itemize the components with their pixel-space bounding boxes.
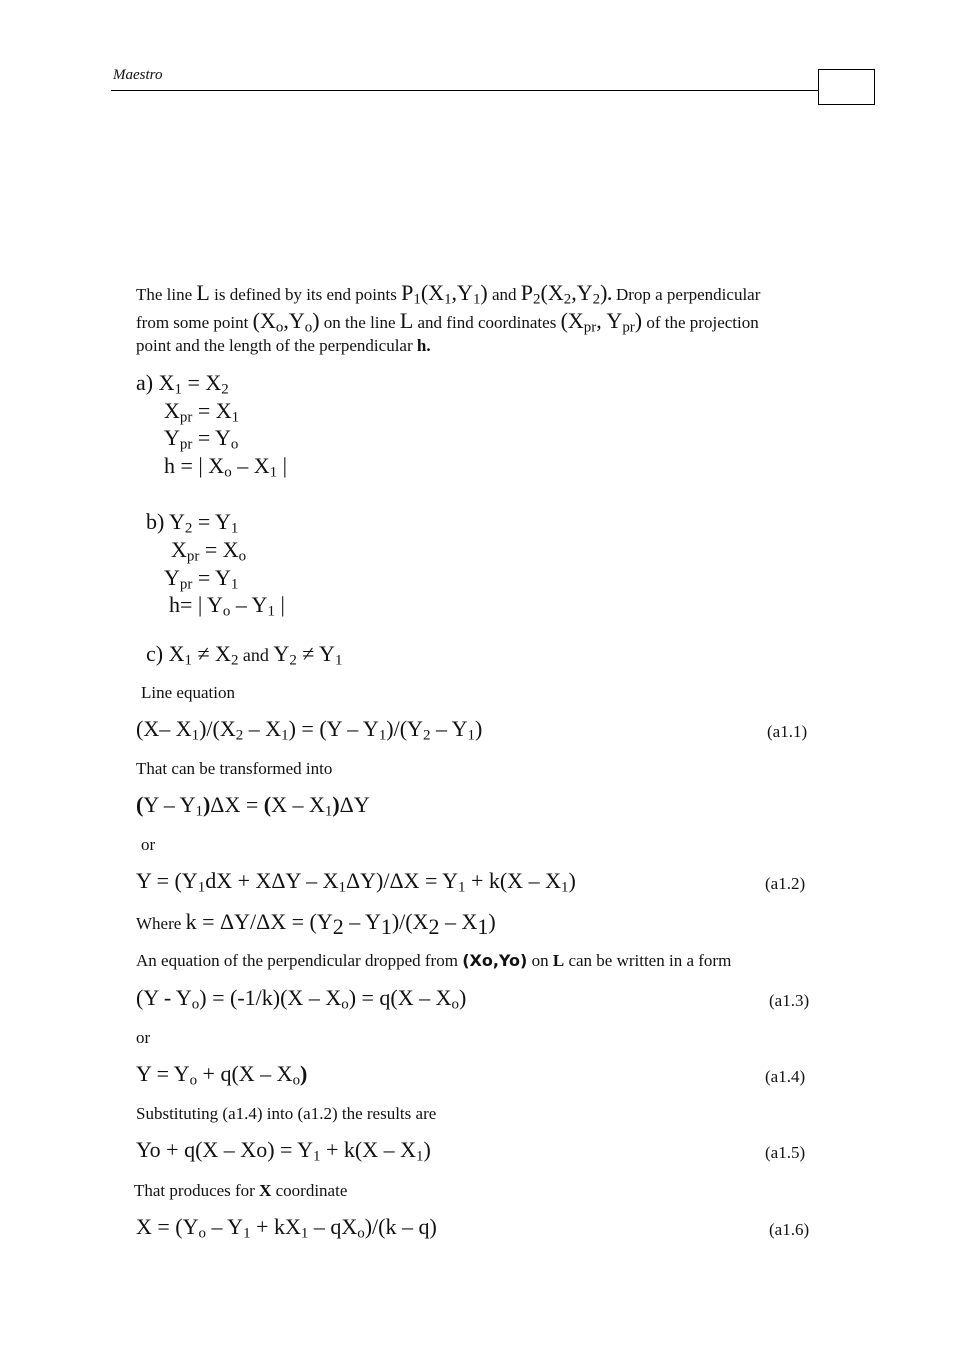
text: on the line [319,313,400,332]
equation-fragment: Y [273,641,290,666]
equation-fragment: = X [192,398,232,423]
equation-fragment: a) X [136,370,175,395]
or-text-2: or [136,1028,151,1047]
equation-fragment: + q(X – X [197,1061,293,1086]
equation-fragment: ) [475,716,483,741]
equation-fragment: o [198,1225,206,1242]
equation-fragment: b) Y [146,509,185,534]
equation-fragment: 2 [184,520,193,537]
equation-fragment: Y [164,425,180,450]
case-b-ypr [164,565,238,591]
equation-fragment: )/(k – q) [364,1214,437,1239]
equation-fragment: o [222,603,231,620]
equation-fragment: = X [199,537,239,562]
equation-fragment: (X [420,280,445,305]
equation-fragment: 1 [191,727,200,744]
equation-fragment: = Y [192,425,231,450]
equation-fragment: ) [600,280,608,305]
equation-fragment: (Xo,Yo) [462,951,528,970]
perpendicular-text [136,947,731,975]
equation-fragment: and [238,645,274,665]
case-a-condition [136,370,229,396]
equation-fragment: 1 [267,603,275,620]
equation-label-a1-1: (a1.1) [767,722,808,741]
where-definition [136,909,496,938]
equation-fragment: Y – Y [143,792,196,817]
equation-fragment: ΔX = [210,792,264,817]
equation-fragment: – Y [230,592,268,617]
equation-fragment: ) [332,792,340,817]
intro-line-3 [136,332,431,360]
equation-fragment: ) [488,909,496,934]
equation-fragment: 1 [269,464,278,481]
equation-fragment: pr [583,319,597,336]
equation-fragment: ( [136,792,144,817]
equation-fragment: 1 [197,879,206,896]
equation-fragment: on [527,951,553,970]
or-text-1: or [141,835,156,854]
equation-fragment: = Y [192,509,231,534]
case-b-condition [146,509,238,535]
equation-fragment: ,Y [283,308,305,333]
equation-fragment: 1 [467,727,475,744]
equation-fragment: )/(X [391,909,429,934]
equation-fragment: ) = q(X – X [348,985,452,1010]
equation-a1-4 [136,1061,307,1087]
equation-fragment: 1 [174,381,182,398]
equation-fragment: 2 [221,381,229,398]
equation-fragment: ≠ Y [296,641,335,666]
equation-fragment: 1 [195,803,203,820]
equation-fragment: 1 [230,520,239,537]
equation-fragment: 1 [444,291,452,308]
equation-fragment: 2 [230,652,239,669]
equation-fragment: + k(X – X [320,1137,416,1162]
equation-fragment: 1 [243,1225,251,1242]
case-a-h [164,453,287,479]
equation-fragment: 1 [184,652,192,669]
equation-label-a1-5: (a1.5) [765,1143,806,1162]
equation-fragment: coordinate [271,1181,348,1200]
point-origin [252,308,320,336]
equation-a1-1 [136,716,482,742]
page-number-box [818,69,875,105]
equation-fragment: 1 [477,913,489,939]
equation-fragment: pr [179,409,193,426]
equation-fragment: o [304,319,313,336]
equation-fragment: Y [164,565,180,590]
equation-fragment: – qX [308,1214,358,1239]
equation-a1-5 [136,1137,431,1163]
equation-fragment: – Y [430,716,468,741]
equation-fragment: 1 [313,1148,321,1165]
equation-fragment: (X [252,308,276,333]
equation-fragment: 2 [592,291,601,308]
equation-fragment: 1 [380,913,392,939]
equation-fragment: o [191,996,200,1013]
equation-fragment: X = (Y [136,1214,199,1239]
equation-fragment: X – X [271,792,325,817]
equation-fragment: – Y [206,1214,244,1239]
text: from some point [136,313,253,332]
case-a-ypr [164,425,238,451]
equation-fragment: o [230,436,239,453]
equation-fragment: ΔY)/ΔX = Y [345,868,458,893]
equation-fragment: Y = Y [136,1061,190,1086]
produces-text [134,1177,347,1205]
equation-fragment: – Y [343,909,381,934]
equation-fragment: 1 [378,727,387,744]
equation-fragment: 2 [289,652,297,669]
equation-fragment: + kX [250,1214,301,1239]
equation-fragment: ) [300,1061,308,1086]
equation-fragment: 1 [413,291,421,308]
symbol-L: L [196,280,210,305]
equation-fragment: ,Y [451,280,473,305]
equation-fragment: ) [312,308,320,333]
equation-fragment: 2 [332,913,344,939]
equation-fragment: o [224,464,232,481]
equation-fragment: (X [540,280,564,305]
equation-fragment: (X– X [136,716,192,741]
equation-a1-3 [136,985,466,1011]
equation-fragment: ) [634,308,643,333]
equation-fragment: X [164,398,180,423]
case-b-xpr [171,537,246,563]
equation-fragment: | [277,453,287,478]
equation-fragment: )/(Y [386,716,423,741]
case-b-h [169,592,285,618]
equation-fragment: P [401,280,414,305]
equation-fragment: 1 [560,879,569,896]
line-equation-label: Line equation [141,683,235,702]
equation-fragment: o [292,1072,301,1089]
equation-fragment: h= | Y [169,592,223,617]
equation-fragment: That produces for [134,1181,260,1200]
equation-a1-6 [136,1214,437,1240]
equation-fragment: P [520,280,534,305]
equation-fragment: ) [459,985,467,1010]
text: point and the length of the perpendicular [136,336,417,355]
equation-fragment: X [171,537,187,562]
equation-transform [136,792,370,818]
equation-fragment: pr [186,548,200,565]
equation-fragment: | [274,592,285,617]
equation-fragment: c) X [146,641,185,666]
equation-fragment: X [259,1181,272,1200]
equation-fragment: Y = (Y [136,868,198,893]
text: and [487,285,521,304]
equation-fragment: ( [263,792,272,817]
header-rule [111,90,818,91]
equation-fragment: 2 [563,291,572,308]
equation-fragment: can be written in a form [564,951,732,970]
equation-fragment: (Y - Y [136,985,192,1010]
equation-fragment: (X [560,308,584,333]
equation-fragment: ) [568,868,576,893]
equation-fragment: o [238,548,247,565]
point-p1 [401,280,488,308]
equation-fragment: An equation of the perpendicular dropped from [136,951,463,970]
equation-fragment: 1 [457,879,466,896]
equation-fragment: o [357,1225,365,1242]
text: Drop a perpendicular [611,285,761,304]
equation-fragment: o [451,996,460,1013]
equation-label-a1-6: (a1.6) [769,1220,810,1239]
equation-fragment: o [189,1072,198,1089]
symbol-h: h. [416,336,431,355]
text: . [607,285,612,304]
equation-fragment: pr [179,576,193,593]
equation-fragment: L [552,951,565,970]
equation-fragment: = X [181,370,222,395]
equation-fragment: h = | X [164,453,225,478]
equation-fragment: dX + XΔY – X [205,868,339,893]
equation-fragment: 2 [428,913,440,939]
equation-fragment: 1 [300,1225,309,1242]
equation-fragment: 2 [533,291,541,308]
equation-fragment: 1 [334,652,343,669]
equation-fragment: o [341,996,349,1013]
equation-fragment: – X [439,909,478,934]
text: is defined by its end points [209,285,402,304]
equation-fragment: + k(X – X [465,868,561,893]
equation-fragment: 1 [281,727,289,744]
transform-label: That can be transformed into [136,759,333,778]
equation-fragment: Where [136,914,186,933]
text: of the projection [642,313,759,332]
equation-fragment: pr [179,436,193,453]
equation-fragment: ΔY [339,792,370,817]
equation-fragment: 1 [231,409,240,426]
equation-fragment: ) [202,792,211,817]
equation-fragment: ) = (-1/k)(X – X [199,985,342,1010]
intro-line-1 [136,279,760,309]
equation-fragment: – X [231,453,270,478]
equation-fragment: , Y [596,308,623,333]
equation-fragment: pr [622,319,635,336]
equation-fragment: 2 [235,727,244,744]
equation-label-a1-3: (a1.3) [769,991,810,1010]
equation-fragment: k = ΔY/ΔX = (Y [185,909,333,934]
equation-fragment: ≠ X [191,641,231,666]
equation-fragment: 1 [416,1148,424,1165]
equation-a1-2 [136,868,576,894]
case-c-condition [146,641,342,667]
equation-fragment: ) [480,280,488,305]
equation-label-a1-4: (a1.4) [765,1067,806,1086]
equation-fragment: 2 [422,727,431,744]
equation-fragment: ,Y [571,280,593,305]
symbol-L: L [399,308,414,333]
text: and find coordinates [413,313,561,332]
text: The line [136,285,197,304]
point-p2 [520,280,608,308]
equation-label-a1-2: (a1.2) [765,874,806,893]
equation-fragment: ) [423,1137,431,1162]
substitution-text: Substituting (a1.4) into (a1.2) the results are [136,1104,437,1123]
equation-fragment: Yo + q(X – Xo) = Y [136,1137,313,1162]
equation-fragment: 1 [230,576,239,593]
equation-fragment: o [275,319,284,336]
equation-fragment: – X [243,716,282,741]
equation-fragment: 1 [324,803,333,820]
equation-fragment: ) = (Y – Y [288,716,379,741]
header-title: Maestro [113,67,163,83]
equation-fragment: )/(X [199,716,236,741]
equation-fragment: = Y [192,565,231,590]
equation-fragment: 1 [472,291,481,308]
equation-fragment: 1 [338,879,346,896]
point-projection [560,308,643,336]
case-a-xpr [164,398,239,424]
